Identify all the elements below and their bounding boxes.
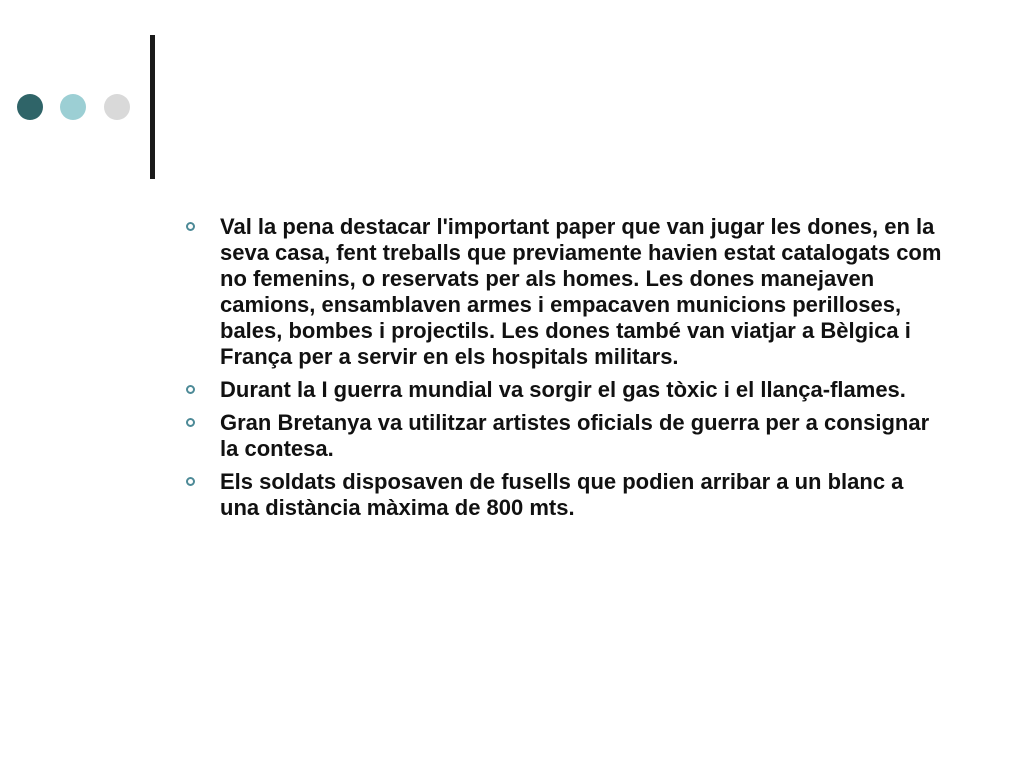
bullet-text: Durant la I guerra mundial va sorgir el gas tòxic i el llança-flames. — [220, 377, 906, 402]
circle-bullet-icon — [186, 418, 195, 427]
vertical-divider — [150, 35, 155, 179]
bullet-text: Val la pena destacar l'important paper que van jugar les dones, en la seva casa, fent treballs que previamente havien estat catalogats com no femenins, o reservats per als homes. Les dones manejaven camions, ensamblaven armes i empacaven municions perilloses, bales, bombes i projectils. Les dones també van viatjar a Bèlgica i França per a servir en els hospitals militars. — [220, 214, 942, 369]
decorative-dots — [17, 94, 137, 120]
light-teal-dot-icon — [60, 94, 86, 120]
circle-bullet-icon — [186, 385, 195, 394]
gray-dot-icon — [104, 94, 130, 120]
bullet-item — [186, 377, 946, 403]
dark-teal-dot-icon — [17, 94, 43, 120]
circle-bullet-icon — [186, 477, 195, 486]
bullet-list — [186, 214, 946, 521]
bullet-item — [186, 469, 946, 521]
bullet-item — [186, 214, 946, 370]
bullet-item — [186, 410, 946, 462]
slide-body — [186, 214, 946, 528]
circle-bullet-icon — [186, 222, 195, 231]
bullet-text: Els soldats disposaven de fusells que podien arribar a un blanc a una distància màxima de 800 mts. — [220, 469, 904, 520]
bullet-text: Gran Bretanya va utilitzar artistes oficials de guerra per a consignar la contesa. — [220, 410, 930, 461]
